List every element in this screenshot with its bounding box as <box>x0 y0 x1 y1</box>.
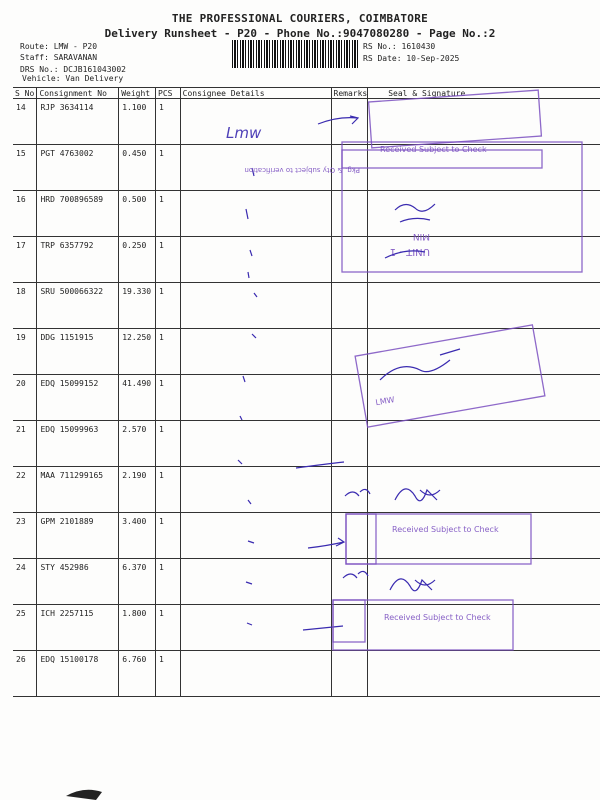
sno-cell: 15 <box>13 145 37 191</box>
handwritten-lmw: Lmw <box>226 124 262 142</box>
weight-cell: 2.570 <box>119 421 156 467</box>
remarks-cell <box>331 559 368 605</box>
table-row <box>13 467 600 513</box>
sno-cell: 26 <box>13 651 37 697</box>
remarks-cell <box>331 237 368 283</box>
stamp-received-3: Received Subject to Check <box>384 613 491 622</box>
consignment-cell: GPM 2101889 <box>37 513 119 559</box>
sno-cell: 18 <box>13 283 37 329</box>
pcs-cell: 1 <box>156 99 181 145</box>
pcs-cell: 1 <box>156 329 181 375</box>
col-consignment: Consignment No <box>37 88 119 99</box>
consignment-cell: EDQ 15099963 <box>37 421 119 467</box>
weight-cell: 6.370 <box>119 559 156 605</box>
weight-cell: 1.800 <box>119 605 156 651</box>
col-remarks: Remarks <box>331 88 368 99</box>
consignee-cell <box>180 237 331 283</box>
seal-cell <box>368 145 600 191</box>
seal-cell <box>368 421 600 467</box>
consignment-cell: STY 452986 <box>37 559 119 605</box>
weight-cell: 0.450 <box>119 145 156 191</box>
ink-smudge <box>66 790 102 800</box>
stamp-received-1: Received Subject to Check <box>380 145 487 154</box>
pcs-cell: 1 <box>156 145 181 191</box>
seal-cell <box>368 513 600 559</box>
table-row <box>13 283 600 329</box>
pcs-cell: 1 <box>156 375 181 421</box>
consignee-cell <box>180 283 331 329</box>
consignee-cell <box>180 329 331 375</box>
stamp-lmw: LMW <box>374 395 396 408</box>
weight-cell: 2.190 <box>119 467 156 513</box>
consignee-cell <box>180 559 331 605</box>
pcs-cell: 1 <box>156 651 181 697</box>
consignee-cell <box>180 513 331 559</box>
runsheet-table <box>13 87 600 697</box>
runsheet-title: Delivery Runsheet - P20 - Phone No.:9047080280 - Page No.:2 <box>104 27 496 40</box>
stamp-received-2: Received Subject to Check <box>392 525 499 534</box>
consignment-cell: RJP 3634114 <box>37 99 119 145</box>
consignee-cell <box>180 145 331 191</box>
consignment-cell: MAA 711299165 <box>37 467 119 513</box>
pcs-cell: 1 <box>156 559 181 605</box>
sno-cell: 17 <box>13 237 37 283</box>
seal-cell <box>368 605 600 651</box>
consignment-cell: EDQ 15099152 <box>37 375 119 421</box>
table-row <box>13 191 600 237</box>
consignment-cell: SRU 500066322 <box>37 283 119 329</box>
consignee-cell <box>180 375 331 421</box>
col-consignee: Consignee Details <box>180 88 331 99</box>
seal-cell <box>368 375 600 421</box>
remarks-cell <box>331 421 368 467</box>
weight-cell: 41.490 <box>119 375 156 421</box>
stamp-min: MIN <box>412 231 430 241</box>
table-row <box>13 605 600 651</box>
remarks-cell <box>331 329 368 375</box>
table-row <box>13 237 600 283</box>
remarks-cell <box>331 99 368 145</box>
seal-cell <box>368 99 600 145</box>
weight-cell: 19.330 <box>119 283 156 329</box>
pcs-cell: 1 <box>156 237 181 283</box>
seal-cell <box>368 559 600 605</box>
remarks-cell <box>331 283 368 329</box>
sno-cell: 19 <box>13 329 37 375</box>
staff-info: Staff: SARAVANAN <box>20 53 98 62</box>
remarks-cell <box>331 605 368 651</box>
company-name: THE PROFESSIONAL COURIERS, COIMBATORE <box>171 12 429 25</box>
table-header-row <box>13 88 600 99</box>
pcs-cell: 1 <box>156 605 181 651</box>
weight-cell: 12.250 <box>119 329 156 375</box>
table-row <box>13 651 600 697</box>
consignee-cell <box>180 651 331 697</box>
sno-cell: 14 <box>13 99 37 145</box>
remarks-cell <box>331 651 368 697</box>
weight-cell: 0.500 <box>119 191 156 237</box>
col-pcs: PCS <box>156 88 181 99</box>
rs-date: RS Date: 10-Sep-2025 <box>363 54 460 63</box>
seal-cell <box>368 191 600 237</box>
consignee-cell <box>180 421 331 467</box>
consignee-cell <box>180 191 331 237</box>
consignment-cell: DDG 1151915 <box>37 329 119 375</box>
sno-cell: 25 <box>13 605 37 651</box>
pcs-cell: 1 <box>156 513 181 559</box>
barcode <box>232 40 358 68</box>
weight-cell: 1.100 <box>119 99 156 145</box>
table-row <box>13 375 600 421</box>
col-weight: Weight <box>119 88 156 99</box>
stamp-pkg: Pkg. & Qty subject to verification <box>244 166 360 174</box>
consignee-cell <box>180 467 331 513</box>
seal-cell <box>368 467 600 513</box>
rs-number: RS No.: 1610430 <box>363 42 436 51</box>
table-row <box>13 559 600 605</box>
pcs-cell: 1 <box>156 421 181 467</box>
col-seal-signature: Seal & Signature <box>368 88 600 99</box>
consignee-cell <box>180 99 331 145</box>
seal-cell <box>368 237 600 283</box>
pcs-cell: 1 <box>156 191 181 237</box>
weight-cell: 3.400 <box>119 513 156 559</box>
table-row <box>13 421 600 467</box>
sno-cell: 21 <box>13 421 37 467</box>
pcs-cell: 1 <box>156 467 181 513</box>
seal-cell <box>368 329 600 375</box>
sno-cell: 22 <box>13 467 37 513</box>
col-sno: S No <box>13 88 37 99</box>
sno-cell: 24 <box>13 559 37 605</box>
consignment-cell: TRP 6357792 <box>37 237 119 283</box>
consignment-cell: ICH 2257115 <box>37 605 119 651</box>
weight-cell: 0.250 <box>119 237 156 283</box>
seal-cell <box>368 651 600 697</box>
remarks-cell <box>331 191 368 237</box>
consignment-cell: PGT 4763002 <box>37 145 119 191</box>
sno-cell: 16 <box>13 191 37 237</box>
remarks-cell <box>331 375 368 421</box>
drs-number: DRS No.: DCJB161043002 <box>20 65 126 74</box>
table-row <box>13 99 600 145</box>
remarks-cell <box>331 513 368 559</box>
seal-cell <box>368 283 600 329</box>
table-row <box>13 513 600 559</box>
consignment-cell: HRD 700896589 <box>37 191 119 237</box>
stamp-unit: UNIT - 1 <box>389 246 430 257</box>
route-info: Route: LMW - P20 <box>20 42 98 51</box>
sno-cell: 20 <box>13 375 37 421</box>
vehicle-info: Vehicle: Van Delivery <box>22 74 124 83</box>
weight-cell: 6.760 <box>119 651 156 697</box>
consignee-cell <box>180 605 331 651</box>
pcs-cell: 1 <box>156 283 181 329</box>
consignment-cell: EDQ 15100178 <box>37 651 119 697</box>
table-row <box>13 329 600 375</box>
sno-cell: 23 <box>13 513 37 559</box>
table-row <box>13 145 600 191</box>
remarks-cell <box>331 145 368 191</box>
remarks-cell <box>331 467 368 513</box>
